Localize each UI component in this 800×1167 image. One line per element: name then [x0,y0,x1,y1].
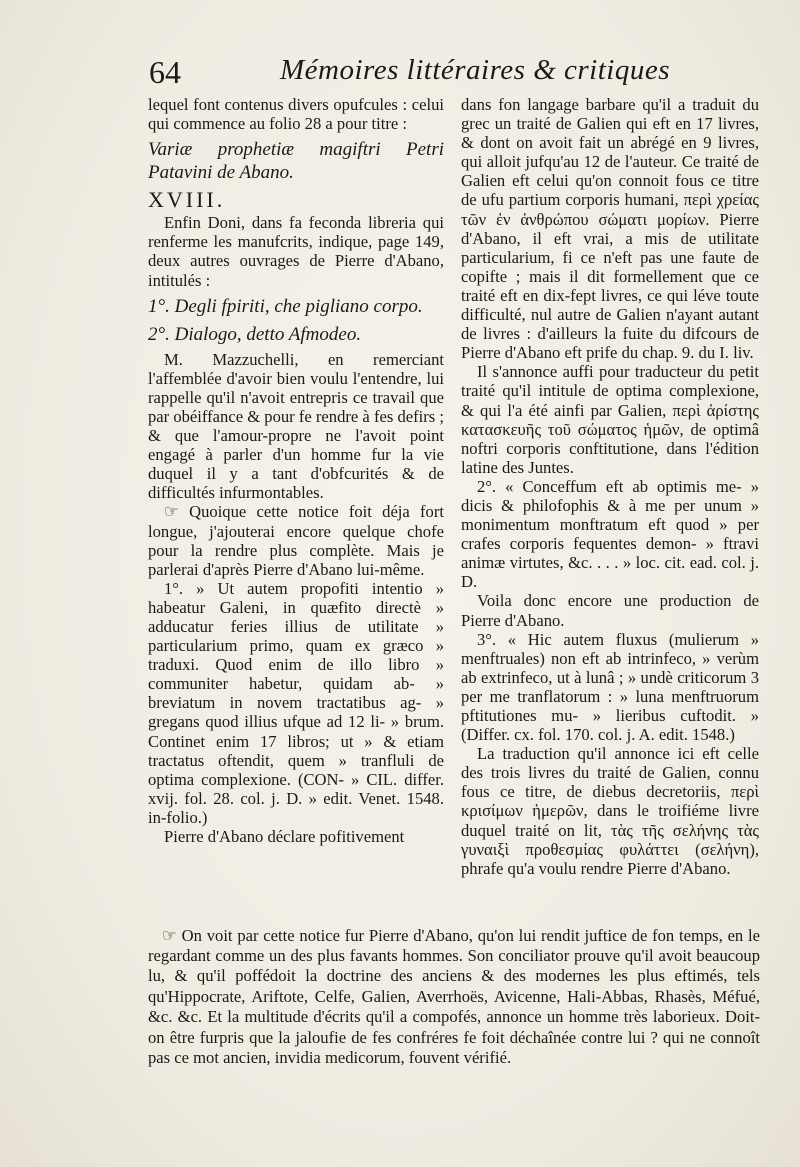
left-column [148,95,444,846]
paragraph: M. Mazzuchelli, en remerciant l'affemblée d'avoir bien voulu l'entendre, lui rappelle qu'il n'avoit entrepris ce travail que par obéiffance & pour fe rendre à fes defirs ; & que l'amour-propre ne l'avoit point engagé à parler d'un homme fur la vie duquel il y a tant d'obfcurités & de difficultés infurmontables. [148,349,444,503]
running-title: Mémoires littéraires & critiques [280,54,670,86]
page-number: 64 [149,54,181,90]
page-header [145,52,765,98]
latin-quote: 1°. » Ut autem propofiti intentio » habeatur Galeni, in quæfito directè » adducatur feries illius de utilitate » particularium primo, quam ex græco » traduxi. Quod enim de illo libro » communiter habetur, quidam ab- » breviatum in novem tractatibus ag- » gregans quod illius ufque ad 12 li- » brum. Continet enim 17 libros; ut » & etiam tractatus oftendit, quem » tranfluli de optima complexione. (CON- » CIL. differ. xvij. fol. 28. col. j. D. » edit. Venet. 1548. in-folio.) [148,578,444,827]
right-column [461,95,759,878]
work-title: 2°. Dialogo, detto Afmodeo. [148,323,362,345]
paragraph: dans fon langage barbare qu'il a traduit du grec un traité de Galien qui eft en 17 livres, & dont on avoit fait un abrégé en 9 livres, qui alloit jufqu'au 12 de l'auteur. Ce traité de Galien eft celui qu'on connoit fous ce titre de ufu partium corporis humani, περὶ χρείας τῶν ἐν ἀνθρώπου σώματι μορίων. Pierre d'Abano, il eft vrai, a mis de utilitate particularium, fi ce n'eft pas une faute de copifte ; mais il dit formellement que ce traité eft en dix-fept livres, ce qui léve toute difficulté, nul autre de Galien n'ayant autant de livres : d'ailleurs la fuite du difcours de Pierre d'Abano eft prife du chap. 9. du I. liv. [461,95,759,363]
paragraph: Il s'annonce auffi pour traducteur du petit traité qu'il intitule de optima complexione, & qui l'a été ainfi par Galien, περὶ ἀρίστης κατασκευῆς τοῦ σώματος ἡμῶν, de optimâ noftri corporis conftitutione, dans l'édition latine des Juntes. [461,362,759,477]
closing-paragraph: ☞ On voit par cette notice fur Pierre d'Abano, qu'on lui rendit juftice de fon temps, en le regardant comme un des plus favants hommes. Son conciliator prouve qu'il avoit beaucoup lu, & qu'il poffédoit la doctrine des anciens & des modernes les plus eftimés, tels qu'Hippocrate, Ariftote, Celfe, Galien, Averrhoës, Avicenne, Hali-Abbas, Rhasès, Méfué, &c. &c. Et la multitude d'écrits qu'il a compofés, annonce un homme très laborieux. Doit-on être furpris que la jaloufie de fes confréres fe foit déchaînée contre lui ? qui ne connoît pas ce mot ancien, invidia medicorum, fouvent vérifié. [148,925,760,1068]
latin-quote: 3°. « Hic autem fluxus (mulierum » menftruales) non eft ab intrinfeco, » verùm ab extrinfeco, ut à lunâ ; » undè criticorum 3 per me tranflatorum : » luna menftruorum pftitutiones mu- » lieribus cuftodit. » (Differ. cx. fol. 170. col. j. A. edit. 1548.) [461,629,759,745]
paragraph: La traduction qu'il annonce ici eft celle des trois livres du traité de Galien, connu fous ce titre, de diebus decretoriis, περὶ κρισίμων ἡμερῶν, dans le troifiéme livre duquel traité on lit, τὰς τῆς σελήνης τὰς γυναιξὶ προθεσμίας φυλάττει (σελήνη), phrafe qu'a voulu rendre Pierre d'Abano. [461,744,759,878]
work-title: Variæ prophetiæ magiftri Petri Patavini de Abano. [148,139,444,184]
paragraph: ☞ Quoique cette notice foit déja fort longue, j'ajouterai encore quelque chofe pour la rendre plus complète. Mais je parlerai d'après Pierre d'Abano lui-même. [148,502,444,579]
latin-quote: 2°. « Conceffum eft ab optimis me- » dicis & philofophis & à me per unum » monimentum monftratum eft quod » per crafes corporis fequentes demon- » ftravi animæ virtutes, &c. . . . » loc. cit. ead. col. j. D. [461,476,759,592]
work-title: 1°. Degli fpiriti, che pigliano corpo. [148,295,423,317]
paragraph: Enfin Doni, dans fa feconda libreria qui renferme les manufcrits, indique, page 149, deux autres ouvrages de Pierre d'Abano, intitulés : [148,213,444,290]
section-heading: XVIII. [148,187,226,213]
paragraph: lequel font contenus divers opufcules : celui qui commence au folio 28 a pour titre : [148,95,444,134]
paragraph: Voila donc encore une production de Pierre d'Abano. [461,591,759,630]
paragraph: Pierre d'Abano déclare pofitivement [164,827,405,846]
